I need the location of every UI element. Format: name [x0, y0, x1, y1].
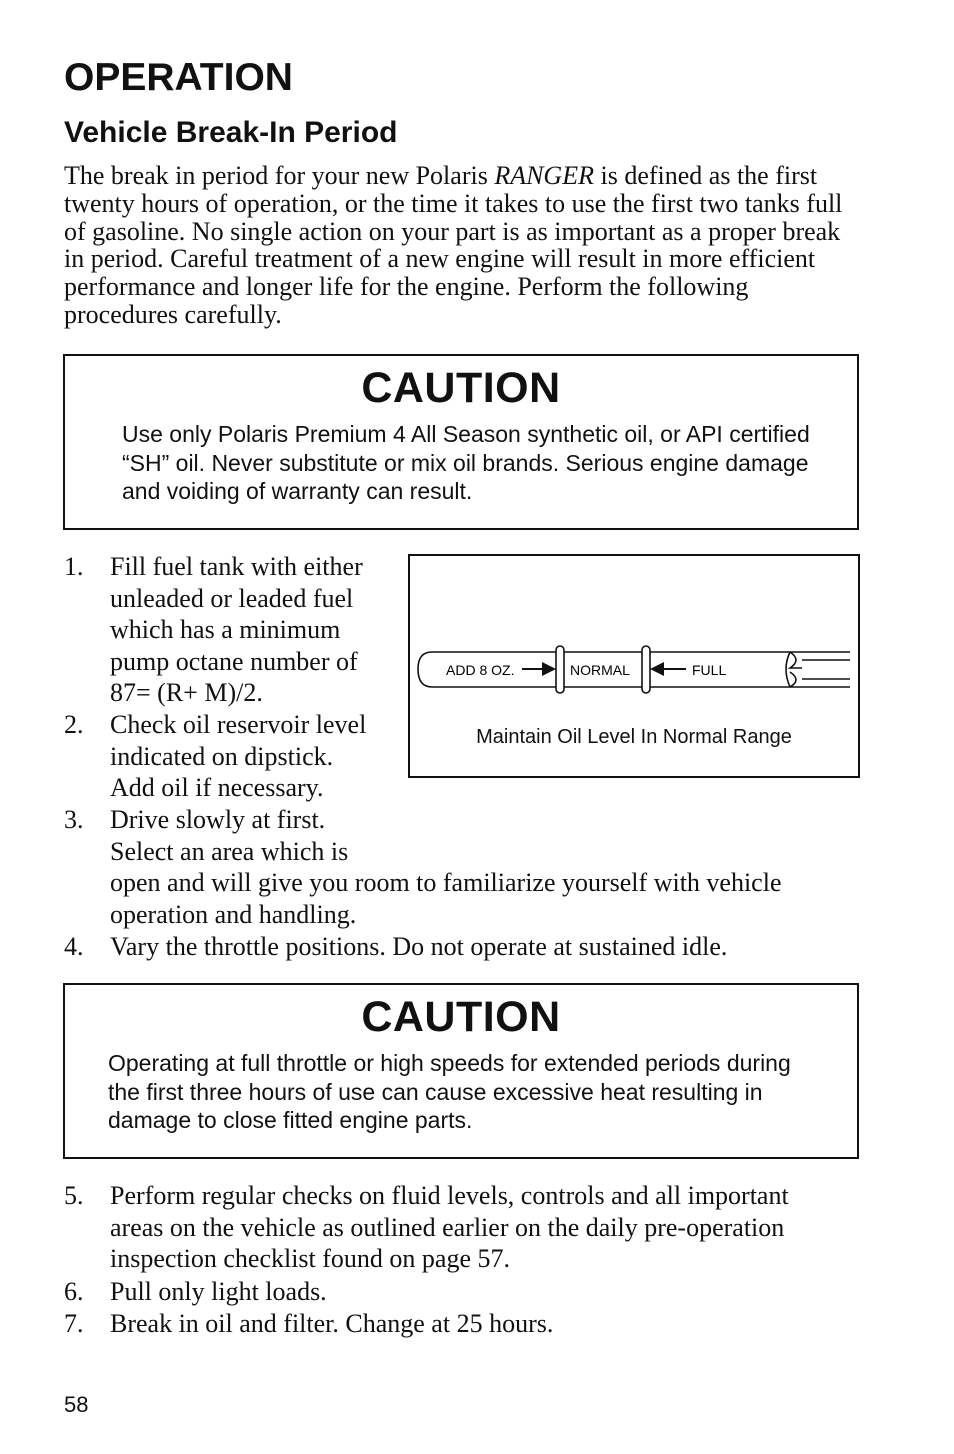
figure-caption: Maintain Oil Level In Normal Range: [476, 726, 792, 748]
caution-text: Use only Polaris Premium 4 All Season synthetic oil, or API certified “SH” oil. Never substitute or mix oil brands. Serious engine damage and voiding of warranty can result.: [122, 421, 810, 504]
label-normal: NORMAL: [570, 662, 630, 678]
caution-box-throttle: [63, 983, 859, 1159]
step-line: Drive slowly at first.: [110, 805, 326, 834]
step-line: indicated on dipstick.: [110, 741, 334, 771]
dipstick-figure: [408, 554, 860, 778]
intro-text-after: is defined as the first twenty hours of operation, or the time it takes to use the first two tanks full of gasoline. No single action on your part is as important as a proper break in period. Careful treatment of a new engine will result in more efficient performance and longer life for the engine. Perform the following procedures carefully.: [64, 161, 843, 329]
step-line: inspection checklist found on page 57.: [110, 1244, 511, 1273]
step-line: Check oil reservoir level: [110, 710, 367, 739]
step-line: which has a minimum: [110, 615, 341, 644]
subsection-title: Vehicle Break-In Period: [64, 116, 398, 149]
caution-text: Operating at full throttle or high speeds for extended periods during the first three hours of use can cause excessive heat resulting in damage to close fitted engine parts.: [108, 1050, 791, 1133]
caution-title: CAUTION: [361, 364, 561, 412]
step-text: [110, 804, 781, 930]
page-number: 58: [64, 1392, 89, 1417]
step-number: 6.: [64, 1277, 84, 1306]
step-line: Perform regular checks on fluid levels, controls and all important: [110, 1181, 789, 1210]
step-line: Vary the throttle positions. Do not operate at sustained idle.: [110, 932, 728, 961]
step-text: [110, 1308, 553, 1340]
model-name: RANGER: [494, 161, 594, 190]
step-line: Add oil if necessary.: [110, 773, 324, 802]
label-add: ADD 8 OZ.: [446, 662, 515, 678]
step-number: 5.: [64, 1181, 84, 1210]
step-line: Select an area which is: [110, 836, 349, 866]
step-number: 7.: [64, 1309, 84, 1338]
caution-box-oil: [63, 354, 859, 530]
caution-title: CAUTION: [361, 993, 561, 1041]
step-line: operation and handling.: [110, 899, 357, 929]
step-text: [110, 1180, 789, 1275]
step-line: open and will give you room to familiarize yourself with vehicle: [110, 868, 782, 897]
step-number: 3.: [64, 805, 84, 834]
step-line: unleaded or leaded fuel: [110, 583, 354, 613]
step-number: 4.: [64, 932, 84, 961]
step-line: Pull only light loads.: [110, 1277, 327, 1306]
intro-text-before: The break in period for your new Polaris: [64, 161, 495, 190]
label-full: FULL: [692, 662, 727, 678]
step-line: 87= (R+ M)/2.: [110, 678, 263, 707]
step-line: areas on the vehicle as outlined earlier on the daily pre-operation: [110, 1212, 785, 1242]
step-text: [110, 551, 363, 709]
step-number: 2.: [64, 710, 84, 739]
step-text: [110, 709, 366, 804]
step-line: pump octane number of: [110, 646, 358, 676]
section-title: OPERATION: [64, 56, 293, 99]
step-number: 1.: [64, 552, 84, 581]
step-line: Fill fuel tank with either: [110, 552, 363, 581]
step-text: [110, 931, 727, 963]
step-line: Break in oil and filter. Change at 25 hours.: [110, 1309, 554, 1338]
step-text: [110, 1276, 327, 1308]
intro-paragraph: [64, 162, 864, 329]
